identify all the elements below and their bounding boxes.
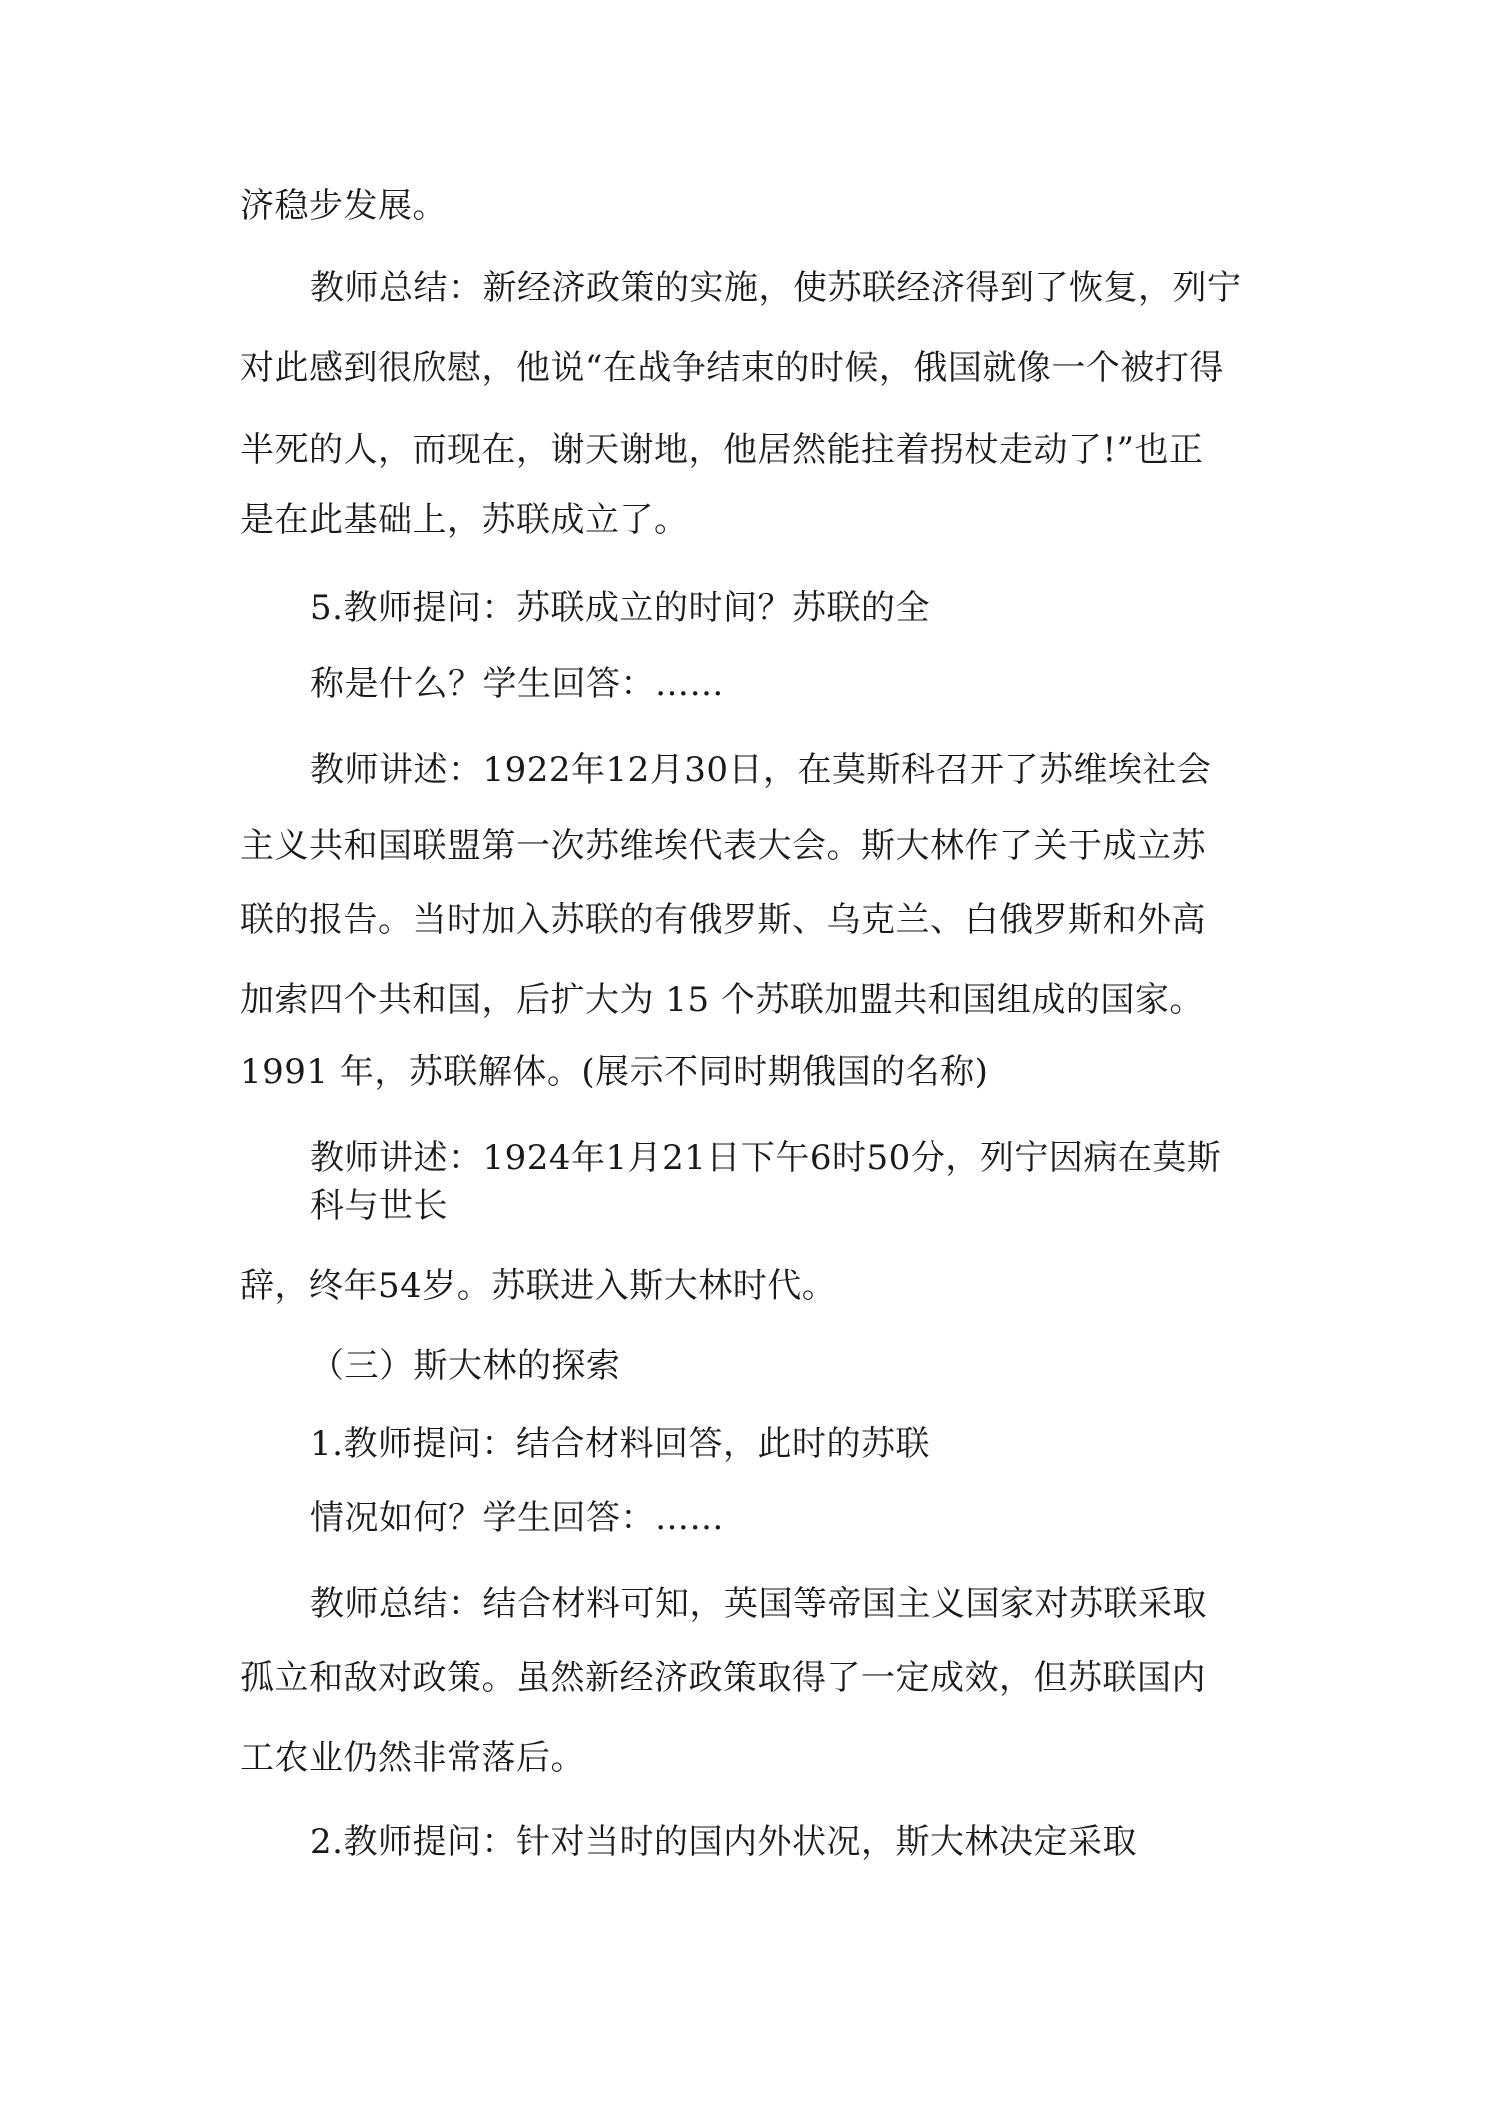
text-line: 主义共和国联盟第一次苏维埃代表大会。斯大林作了关于成立苏 bbox=[240, 826, 1206, 866]
text-line: 情况如何？学生回答：…… bbox=[310, 1498, 724, 1538]
text-line: 1.教师提问：结合材料回答，此时的苏联 bbox=[310, 1424, 930, 1464]
text-line: 科与世长 bbox=[310, 1186, 448, 1226]
text-line: 半死的人，而现在，谢天谢地，他居然能拄着拐杖走动了!”也正 bbox=[240, 430, 1204, 470]
text-line: 加索四个共和国，后扩大为 15 个苏联加盟共和国组成的国家。 bbox=[240, 980, 1204, 1020]
text-line: 教师讲述：1922年12月30日，在莫斯科召开了苏维埃社会 bbox=[310, 750, 1212, 790]
text-line: 2.教师提问：针对当时的国内外状况，斯大林决定采取 bbox=[310, 1822, 1137, 1862]
text-line: 对此感到很欣慰，他说“在战争结束的时候，俄国就像一个被打得 bbox=[240, 348, 1224, 388]
text-line: 1991 年，苏联解体。(展示不同时期俄国的名称) bbox=[240, 1052, 989, 1092]
text-line: 教师总结：新经济政策的实施，使苏联经济得到了恢复，列宁 bbox=[310, 268, 1242, 308]
text-line: 辞，终年54岁。苏联进入斯大林时代。 bbox=[240, 1266, 837, 1306]
text-line: 是在此基础上，苏联成立了。 bbox=[240, 500, 689, 540]
text-line: 孤立和敌对政策。虽然新经济政策取得了一定成效，但苏联国内 bbox=[240, 1658, 1206, 1698]
text-line: 5.教师提问：苏联成立的时间？苏联的全 bbox=[310, 588, 930, 628]
text-line: 称是什么？学生回答：…… bbox=[310, 664, 724, 704]
text-line: 济稳步发展。 bbox=[240, 186, 447, 226]
section-heading: （三）斯大林的探索 bbox=[310, 1346, 621, 1386]
text-line: 教师总结：结合材料可知，英国等帝国主义国家对苏联采取 bbox=[310, 1584, 1207, 1624]
text-line: 工农业仍然非常落后。 bbox=[240, 1738, 585, 1778]
text-line: 教师讲述：1924年1月21日下午6时50分，列宁因病在莫斯 bbox=[310, 1138, 1222, 1178]
text-line: 联的报告。当时加入苏联的有俄罗斯、乌克兰、白俄罗斯和外高 bbox=[240, 900, 1206, 940]
